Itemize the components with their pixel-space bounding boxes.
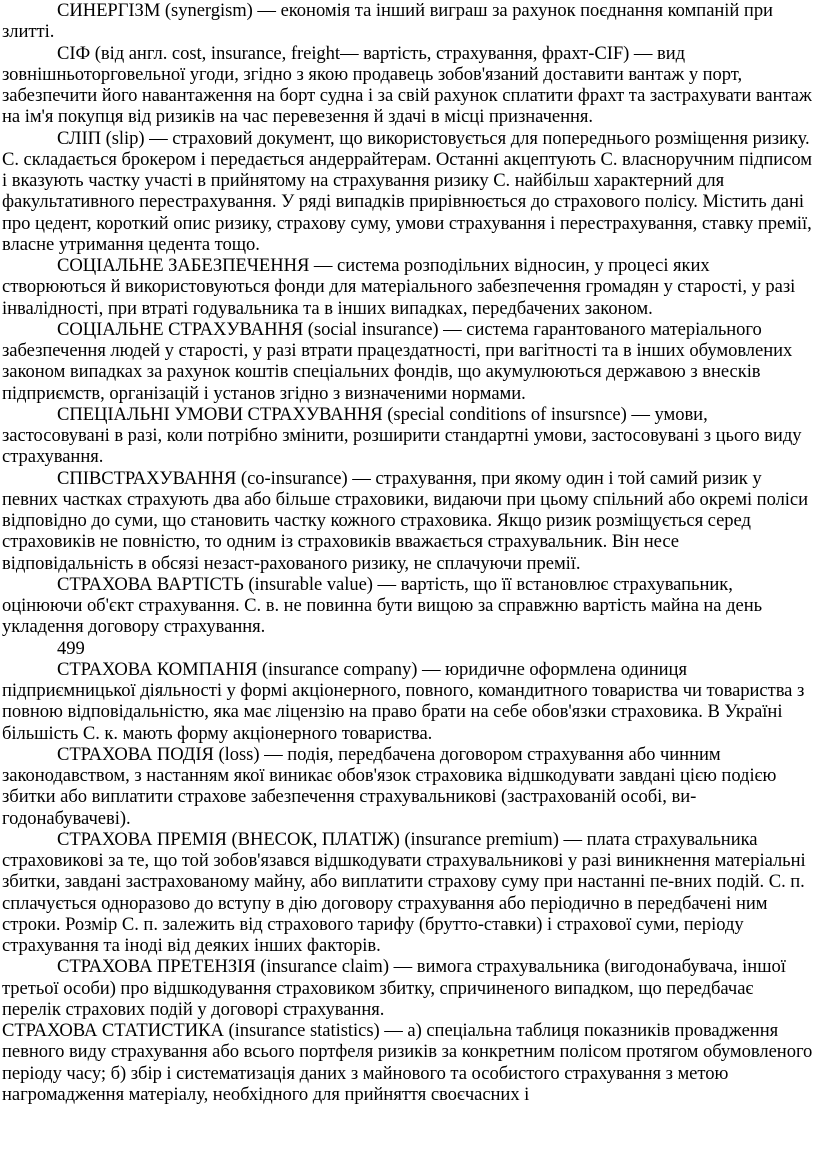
entry-insurance-premium: СТРАХОВА ПРЕМІЯ (ВНЕСОК, ПЛАТІЖ) (insurance premium) — плата страхувальника страховикові за те, що той зобов'язався відшкодувати страхувальникові у разі виникнення матеріальні збитки, завдані застрахованому майну, або виплатити страхову суму при настанні пе-вних подій. С. п. сплачується одноразово до вступу в дію договору страхування або періодично в передбачені ним строки. Розмір С. п. залежить від страхового тарифу (брутто-ставки) і страхової суми, періоду страхування та іноді від деяких інших факторів. <box>2 828 806 956</box>
document-body <box>2 0 814 1105</box>
entry-insurable-value: СТРАХОВА ВАРТІСТЬ (insurable value) — вартість, що її встановлює страхувапьник, оцінюючи об'єкт страхування. С. в. не повинна бути вищою за справжню вартість майна на день укладення договору страхування. <box>2 573 763 638</box>
entry-insurance-statistics: СТРАХОВА СТАТИСТИКА (insurance statistics) — а) спеціальна таблиця показників провадження певного виду страхування або всього портфеля ризиків за конкретним полісом протягом обумовленого періоду часу; б) збір і систематизація даних з майнового та особистого страхування з метою нагромадження матеріалу, необхідного для прийняття своєчасних і <box>2 1020 813 1105</box>
entry-social-security: СОЦІАЛЬНЕ ЗАБЕЗПЕЧЕННЯ — система розподільних відносин, у процесі яких створюються й використовуються фонди для матеріального забезпечення громадян у старості, у разі інвалідності, при втраті годувальника та в інших випадках, передбачених законом. <box>2 255 796 319</box>
page-number: 499 <box>57 637 85 659</box>
entry-co-insurance: СПІВСТРАХУВАННЯ (co-insurance) — страхування, при якому один і той самий ризик у певних частках страхують два або більше страховики, видаючи при цьому спільний або окремі поліси відповідно до суми, що становить частку кожного страховика. Якщо ризик розміщується серед страховиків не повністю, то одним із страховиків вважається страхувальник. Він несе відповідальність в обсязі незаст-рахованого ризику, не сплачуючи премії. <box>2 467 809 574</box>
entry-slip: СЛІП (slip) — страховий документ, що використовується для попереднього розміщення ризику. С. складається брокером і передається андеррайтерам. Останні акцептують С. власноручним підписом і вказують частку участі в прийнятому на страхування ризику С. найбільш характерний для факультативного перестрахування. У ряді випадків прирівнюється до страхового полісу. Містить дані про цедент, короткий опис ризику, страхову суму, умови страхування і перестрахування, ставку премії, власне утримання цедента тощо. <box>2 127 813 255</box>
entry-social-insurance: СОЦІАЛЬНЕ СТРАХУВАННЯ (social insurance) — система гарантованого матеріального забезпечення людей у старості, у разі втрати працездатності, при вагітності та в інших обумовлених законом випадках за рахунок коштів спеціальних фондів, що акумулюються державою з внесків підприємств, організацій і установ згідно з визначеними нормами. <box>2 318 793 404</box>
entry-synergism: СИНЕРГІЗМ (synergism) — економія та інший виграш за рахунок поєднання компаній при злитті. <box>2 0 773 43</box>
entry-loss: СТРАХОВА ПОДІЯ (loss) — подія, передбачена договором страхування або чинним законодавством, з настанням якої виникає обов'язок страховика відшкодувати завдані цією подією збитки або виплатити страхове забезпечення страхувальникові (застрахованій особі, ви-годонабувачеві). <box>2 743 777 829</box>
entry-insurance-claim: СТРАХОВА ПРЕТЕНЗІЯ (insurance claim) — вимога страхувальника (вигодонабувача, іншої третьої особи) про відшкодування страховиком збитку, спричиненого випадком, що передбачає перелік страхових подій у договорі страхування. <box>2 956 786 1020</box>
entry-insurance-company: СТРАХОВА КОМПАНІЯ (insurance company) — юридичне оформлена одиниця підприємницької діяльності у формі акціонерного, повного, командитного товариства чи товариства з повною відповідальністю, яка має ліцензію на право брати на себе обов'язки страховика. В Україні більшість С. к. мають форму акціонерного товариства. <box>2 658 805 744</box>
entry-cif: СІФ (від англ. cost, insurance, freight— вартість, страхування, фрахт-CIF) — вид зовнішньоторговельної угоди, згідно з якою продавець зобов'язаний доставити вантаж у порт, забезпечити його навантаження на борт судна і за свій рахунок сплатити фрахт та застрахувати вантаж на ім'я покупця від ризиків на час перевезення й здачі в місці призначення. <box>2 42 812 128</box>
entry-special-conditions: СПЕЦІАЛЬНІ УМОВИ СТРАХУВАННЯ (special conditions of insursnce) — умови, застосовувані в разі, коли потрібно змінити, розширити стандартні умови, застосовувані з цього виду страхування. <box>2 403 802 468</box>
